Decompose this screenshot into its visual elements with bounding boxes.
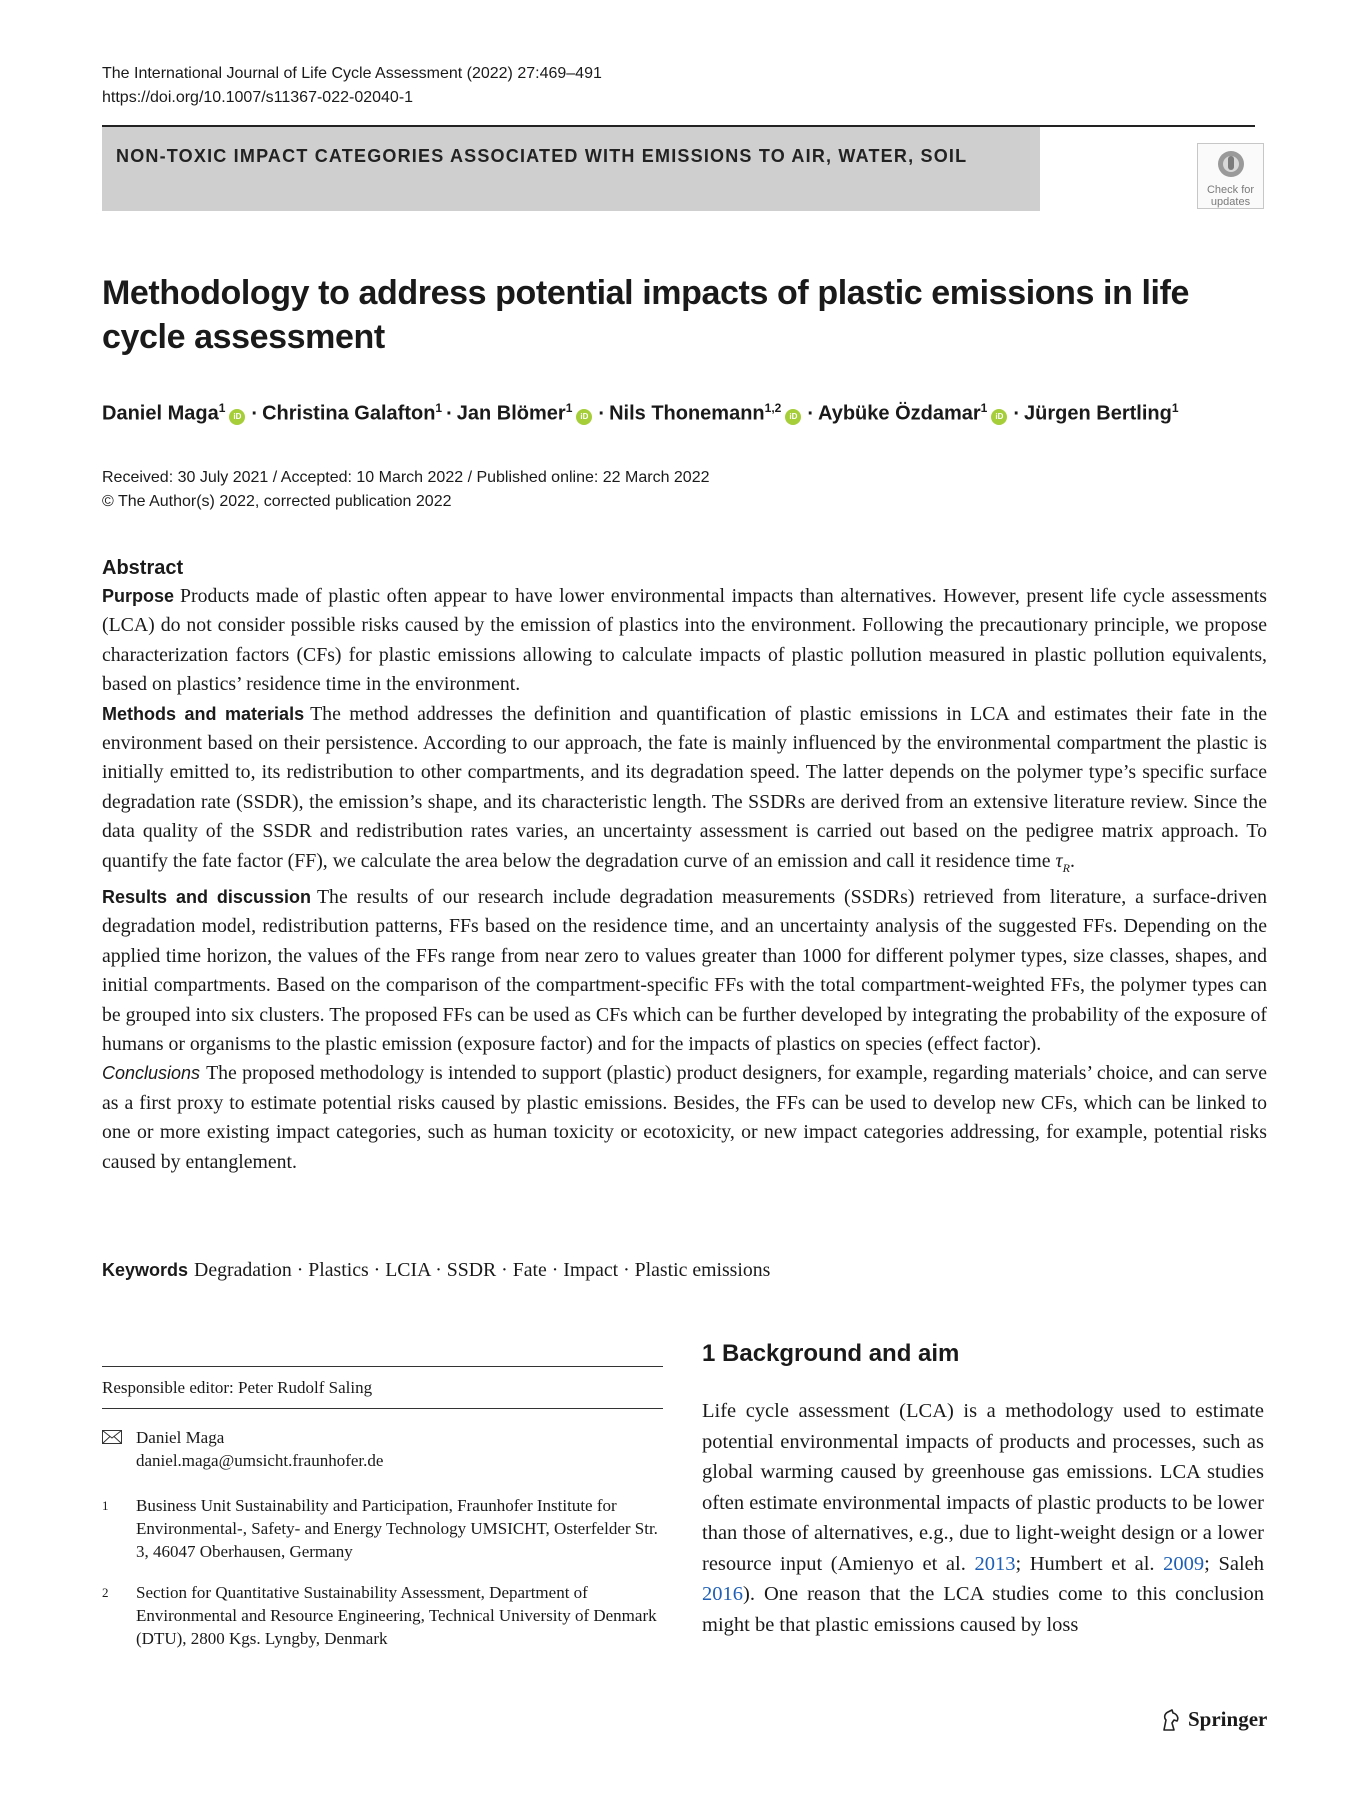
copyright-line: © The Author(s) 2022, corrected publication 2022 <box>102 493 452 510</box>
author-name[interactable]: Daniel Maga <box>102 402 219 425</box>
author-affiliation: 1 <box>565 401 573 415</box>
author-affiliation: 1 <box>980 401 988 415</box>
check-updates-line2: updates <box>1210 196 1251 208</box>
orcid-icon[interactable]: iD <box>576 409 592 425</box>
author-separator: · <box>251 402 259 425</box>
author-name[interactable]: Jan Blömer <box>456 402 566 425</box>
body-text: Life cycle assessment (LCA) is a methodology used to estimate potential environmental impacts of products and processes, such as global warming caused by greenhouse gas emissions. LCA studies often estimate environmental impacts of plastic products to be lower than those of alternatives, e.g., due to light-weight design or a lower resource input (Amienyo et al. <box>702 1400 1264 1575</box>
orcid-icon[interactable]: iD <box>229 409 245 425</box>
author-name[interactable]: Aybüke Özdamar <box>818 402 981 425</box>
author-separator: · <box>598 402 606 425</box>
author-separator: · <box>1013 402 1021 425</box>
abstract <box>102 554 1267 1177</box>
category-banner: NON-TOXIC IMPACT CATEGORIES ASSOCIATED WITH EMISSIONS TO AIR, WATER, SOIL <box>102 127 1040 211</box>
author-affiliation: 1 <box>218 401 226 415</box>
results-text: The results of our research include degradation measurements (SSDRs) retrieved from literature, a surface-driven degradation model, redistribution patterns, FFs based on the residence time, and an uncertainty analysis of the suggested FFs. Depending on the applied time horizon, the values of the FFs range from near zero to values greater than 1000 for different polymer types, size classes, shapes, and initial compartments. Based on the comparison of the compartment-specific FFs with the total compartment-weighted FFs, the polymer types can be grouped into six clusters. The proposed FFs can be used as CFs which can be further developed by integrating the probability of the exposure of humans or organisms to the plastic emission (exposure factor) and for the impacts of plastics on species (effect factor). <box>102 886 1267 1056</box>
doi-link[interactable]: https://doi.org/10.1007/s11367-022-02040-1 <box>102 89 414 106</box>
abstract-heading: Abstract <box>102 557 184 579</box>
methods-text: The method addresses the definition and quantification of plastic emissions in LCA and estimates their fate in the environment based on their persistence. According to our approach, the fate is mainly influenced by the environmental compartment the plastic is initially emitted to, its redistribution to other compartments, and its degradation speed. The latter depends on the polymer type’s specific surface degradation rate (SSDR), the emission’s shape, and its characteristic length. The SSDRs are derived from an extensive literature review. Since the data quality of the SSDR and redistribution rates varies, an uncertainty assessment is carried out based on the pedigree matrix approach. To quantify the fate factor (FF), we calculate the area below the degradation curve of an emission and call it residence time <box>102 702 1267 872</box>
publisher-logo <box>1160 1707 1267 1732</box>
author-separator: · <box>446 402 453 425</box>
author-name[interactable]: Nils Thonemann <box>609 402 765 425</box>
article-title: Methodology to address potential impacts of plastic emissions in life cycle assessment <box>102 274 1190 356</box>
publication-dates <box>102 466 710 514</box>
responsible-editor: Responsible editor: Peter Rudolf Saling <box>102 1378 373 1397</box>
affiliation-text: Section for Quantitative Sustainability Assessment, Department of Environmental and Resource Engineering, Technical University of Denmark (DTU), 2800 Kgs. Lyngby, Denmark <box>136 1583 657 1648</box>
check-for-updates-badge[interactable] <box>1197 143 1264 209</box>
results-label: Results and discussion <box>102 887 311 908</box>
contact-email[interactable]: daniel.maga@umsicht.fraunhofer.de <box>136 1451 384 1470</box>
body-text: ; Saleh <box>1204 1552 1265 1575</box>
residence-time-symbol: τ <box>1055 849 1063 872</box>
abstract-results <box>102 883 1267 1059</box>
footnote-rule <box>102 1366 663 1367</box>
body-text: ). One reason that the LCA studies come to this conclusion might be that plastic emissions caused by loss <box>702 1583 1264 1636</box>
journal-citation: The International Journal of Life Cycle Assessment (2022) 27:469–491 <box>102 65 602 82</box>
journal-header <box>102 62 602 110</box>
purpose-text: Products made of plastic often appear to have lower environmental impacts than alternatives. However, present life cycle assessments (LCA) do not consider possible risks caused by the emission of plastics into the environment. Following the precautionary principle, we propose characterization factors (CFs) for plastic emissions allowing to calculate impacts of plastic pollution measured in plastic pollution equivalents, based on plastics’ residence time in the environment. <box>102 585 1267 696</box>
affiliation-marker: 2 <box>102 1585 109 1600</box>
author-name[interactable]: Jürgen Bertling <box>1024 402 1172 425</box>
author-separator: · <box>807 402 815 425</box>
check-updates-icon <box>1216 149 1246 179</box>
orcid-icon[interactable]: iD <box>785 409 801 425</box>
springer-horse-icon <box>1160 1708 1182 1732</box>
methods-label: Methods and materials <box>102 703 305 724</box>
footnotes <box>102 1376 662 1650</box>
body-text: ; Humbert et al. <box>1015 1552 1164 1575</box>
affiliation-1 <box>102 1494 662 1563</box>
abstract-conclusions <box>102 1059 1267 1177</box>
citation-link[interactable]: 2016 <box>702 1583 743 1605</box>
keywords-label: Keywords <box>102 1260 189 1280</box>
conclusions-label: Conclusions <box>102 1063 201 1084</box>
contact-author <box>102 1426 662 1472</box>
orcid-icon[interactable]: iD <box>991 409 1007 425</box>
keywords <box>102 1255 770 1285</box>
dates-received: Received: 30 July 2021 / Accepted: 10 March 2022 / Published online: 22 March 2022 <box>102 469 710 486</box>
author-list <box>102 393 1302 429</box>
citation-link[interactable]: 2013 <box>974 1552 1016 1575</box>
keywords-text: Degradation · Plastics · LCIA · SSDR · Fate · Impact · Plastic emissions <box>194 1259 771 1281</box>
conclusions-text: The proposed methodology is intended to support (plastic) product designers, for example, regarding materials’ choice, and can serve as a first proxy to estimate potential risks caused by plastic emissions. Besides, the FFs can be used to develop new CFs, which can be linked to one or more existing impact categories, such as human toxicity or ecotoxicity, or new impact categories addressing, for example, potential risks caused by entanglement. <box>102 1062 1267 1173</box>
author-affiliation: 1,2 <box>764 401 782 415</box>
purpose-label: Purpose <box>102 586 175 606</box>
abstract-methods <box>102 700 1267 883</box>
affiliation-text: Business Unit Sustainability and Participation, Fraunhofer Institute for Environmental-, Safety- and Energy Technology UMSICHT, Osterfelder Str. 3, 46047 Oberhausen, Germany <box>136 1496 658 1561</box>
publisher-name: Springer <box>1188 1707 1268 1731</box>
methods-end: . <box>1069 849 1075 872</box>
contact-name: Daniel Maga <box>136 1428 225 1447</box>
author-name[interactable]: Christina Galafton <box>262 402 436 425</box>
author-affiliation: 1 <box>435 401 443 415</box>
affiliation-marker: 1 <box>102 1498 109 1513</box>
section-body <box>702 1396 1264 1640</box>
abstract-purpose <box>102 582 1267 700</box>
check-updates-line1: Check for <box>1206 184 1255 196</box>
envelope-icon <box>102 1430 122 1444</box>
author-affiliation: 1 <box>1171 401 1179 415</box>
section-heading: 1 Background and aim <box>702 1340 960 1367</box>
affiliation-2 <box>102 1581 662 1650</box>
citation-link[interactable]: 2009 <box>1163 1552 1205 1575</box>
residence-time-subscript: R <box>1062 860 1070 875</box>
